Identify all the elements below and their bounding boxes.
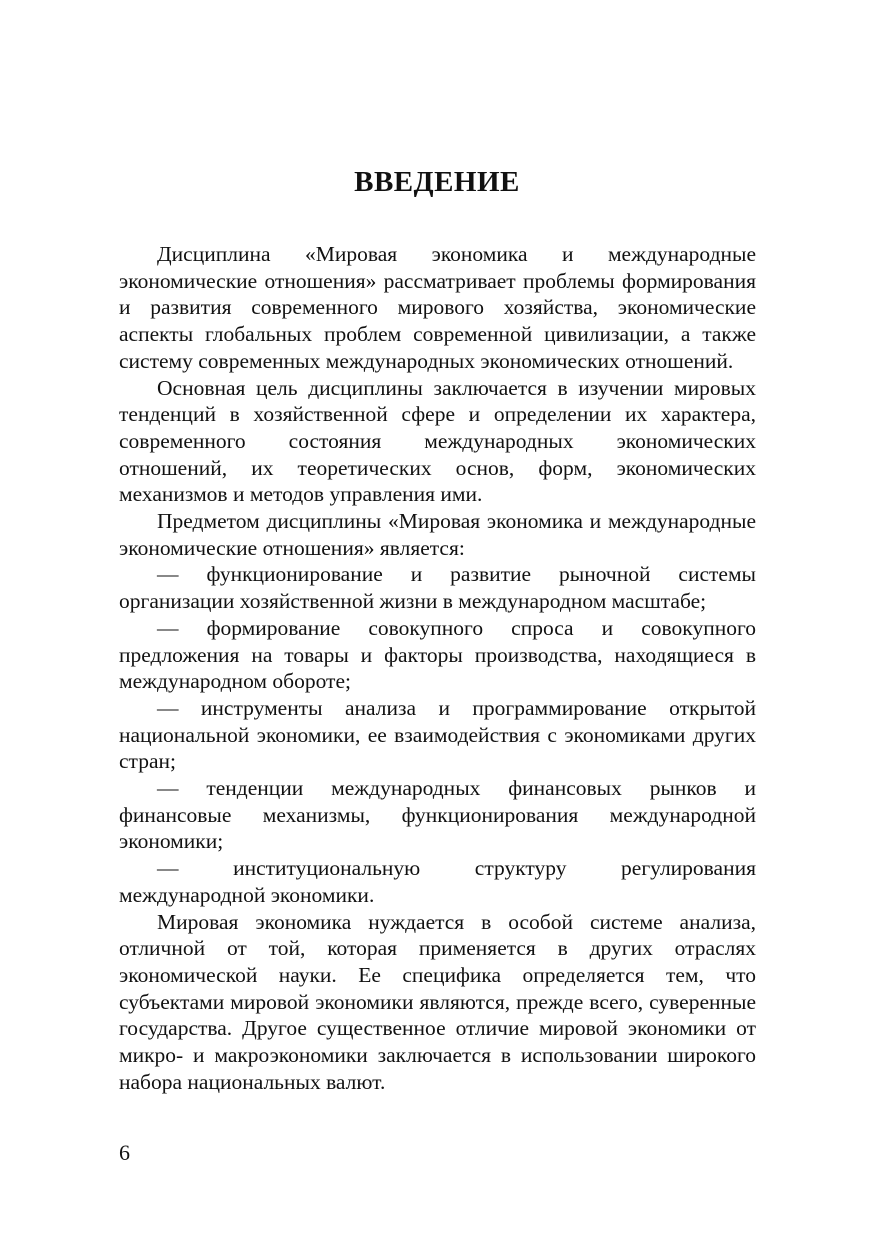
paragraph-analysis: Мировая экономика нуждается в особой системе анализа, отличной от той, которая применяется в других отраслях экономической науки. Ее специфика определяется тем, что субъектами мировой экономики являются, прежде всего, суверенные государства. Другое существенное отличие мировой экономики от микро- и макроэкономики заключается в использовании широкого набора национальных валют.: [119, 909, 756, 1094]
page-number: 6: [119, 1140, 130, 1165]
list-item: — инструменты анализа и программирование открытой национальной экономики, ее взаимодействия с экономиками других стран;: [119, 695, 756, 774]
list-item: — функционирование и развитие рыночной системы организации хозяйственной жизни в международном масштабе;: [119, 562, 756, 614]
page-title: ВВЕДЕНИЕ: [354, 166, 520, 198]
paragraph-intro: Дисциплина «Мировая экономика и международные экономические отношения» рассматривает проблемы формирования и развития современного мирового хозяйства, экономические аспекты глобальных проблем современной цивилизации, а также систему современных международных экономических отношений.: [119, 242, 756, 373]
list-item: — институциональную структуру регулирования международной экономики.: [119, 856, 756, 907]
list-item: — тенденции международных финансовых рынков и финансовые механизмы, функционирования международной экономики;: [119, 776, 756, 854]
body-text: [119, 241, 756, 1096]
paragraph-goal: Основная цель дисциплины заключается в изучении мировых тенденций в хозяйственной сфере и определении их характера, современного состояния международных экономических отношений, их теоретических основ, форм, экономических механизмов и методов управления ими.: [119, 375, 756, 507]
paragraph-subject: Предметом дисциплины «Мировая экономика и международные экономические отношения» является:: [119, 509, 756, 560]
list-item: — формирование совокупного спроса и совокупного предложения на товары и факторы производства, находящиеся в международном обороте;: [119, 615, 756, 694]
